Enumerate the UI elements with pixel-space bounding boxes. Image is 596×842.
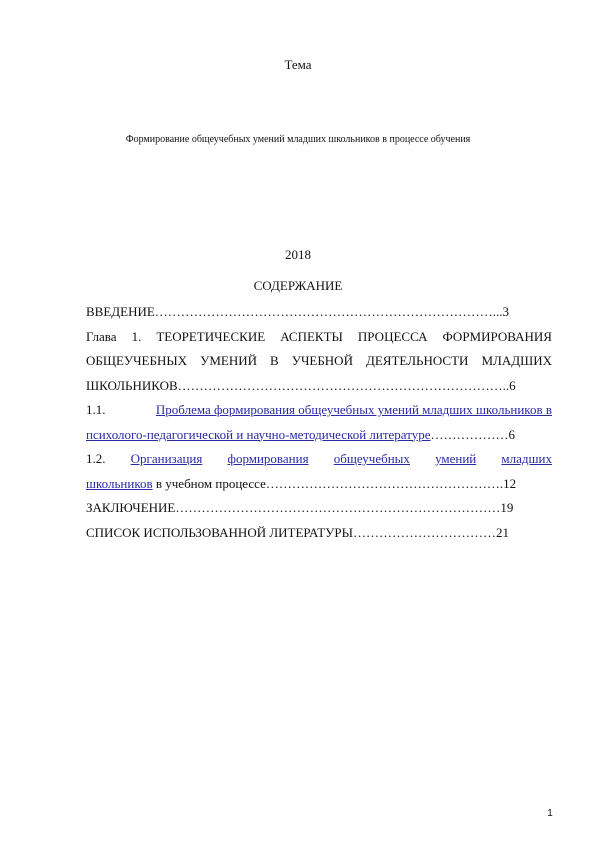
topic-label: Тема — [284, 57, 312, 72]
toc-entry-chapter1-line2 — [86, 349, 552, 374]
toc-word: 1. — [131, 328, 142, 344]
toc-word: ДЕЯТЕЛЬНОСТИ — [366, 353, 469, 368]
toc-word: АСПЕКТЫ — [280, 328, 343, 344]
toc-entry-section-1-1-line2 — [86, 423, 552, 448]
toc-section-number: 1.1. — [86, 402, 106, 417]
toc-link-word[interactable]: Организация — [130, 451, 203, 466]
toc-entry-chapter1-line3: ШКОЛЬНИКОВ…………………………………………………………………..6 — [86, 377, 516, 393]
toc-word: МЛАДШИХ — [481, 353, 552, 368]
year: 2018 — [285, 247, 311, 262]
toc-link-word[interactable]: умений — [435, 451, 477, 466]
toc-entry-text: в учебном процессе……………………………………………….12 — [152, 475, 517, 491]
toc-entry-section-1-1-line1 — [86, 398, 552, 423]
toc-word: ФОРМИРОВАНИЯ — [442, 328, 552, 344]
toc-heading: СОДЕРЖАНИЕ — [253, 278, 343, 293]
toc-word: В — [270, 353, 279, 368]
toc-word: ПРОЦЕССА — [357, 328, 428, 344]
toc-entry-conclusion: ЗАКЛЮЧЕНИЕ…………………………………………………………………19 — [86, 500, 514, 515]
toc-word: ОБЩЕУЧЕБНЫХ — [86, 353, 188, 368]
toc-word: УЧЕБНОЙ — [291, 353, 353, 368]
toc-link-word[interactable]: формирования — [227, 451, 309, 466]
toc-entry-introduction: ВВЕДЕНИЕ……………………………………………………………………...3 — [86, 304, 510, 319]
toc-link-section-1-2-continued[interactable]: школьников — [86, 475, 153, 491]
toc-link-section-1-1[interactable]: Проблема формирования общеучебных умений младших школьников в — [155, 402, 552, 417]
toc-link-section-1-1-continued[interactable]: психолого-педагогической и научно-методической литературе — [86, 426, 431, 442]
toc-entry-references: СПИСОК ИСПОЛЬЗОВАННОЙ ЛИТЕРАТУРЫ……………………………21 — [86, 524, 509, 540]
toc-entry-section-1-2-line2 — [86, 472, 552, 497]
table-of-contents — [86, 300, 552, 545]
page-number: 1 — [547, 808, 553, 819]
toc-leader: ………………6 — [430, 426, 516, 442]
subject-title: Формирование общеучебных умений младших школьников в процессе обучения — [125, 134, 471, 145]
toc-section-number: 1.2. — [86, 451, 106, 466]
toc-link-word[interactable]: общеучебных — [333, 451, 410, 466]
toc-word: УМЕНИЙ — [200, 353, 257, 368]
toc-word: ТЕОРЕТИЧЕСКИЕ — [156, 328, 266, 344]
toc-word: Глава — [86, 328, 117, 344]
toc-link-word[interactable]: младших — [501, 451, 552, 466]
toc-entry-chapter1-line1 — [86, 325, 552, 350]
toc-entry-section-1-2-line1 — [86, 447, 552, 472]
